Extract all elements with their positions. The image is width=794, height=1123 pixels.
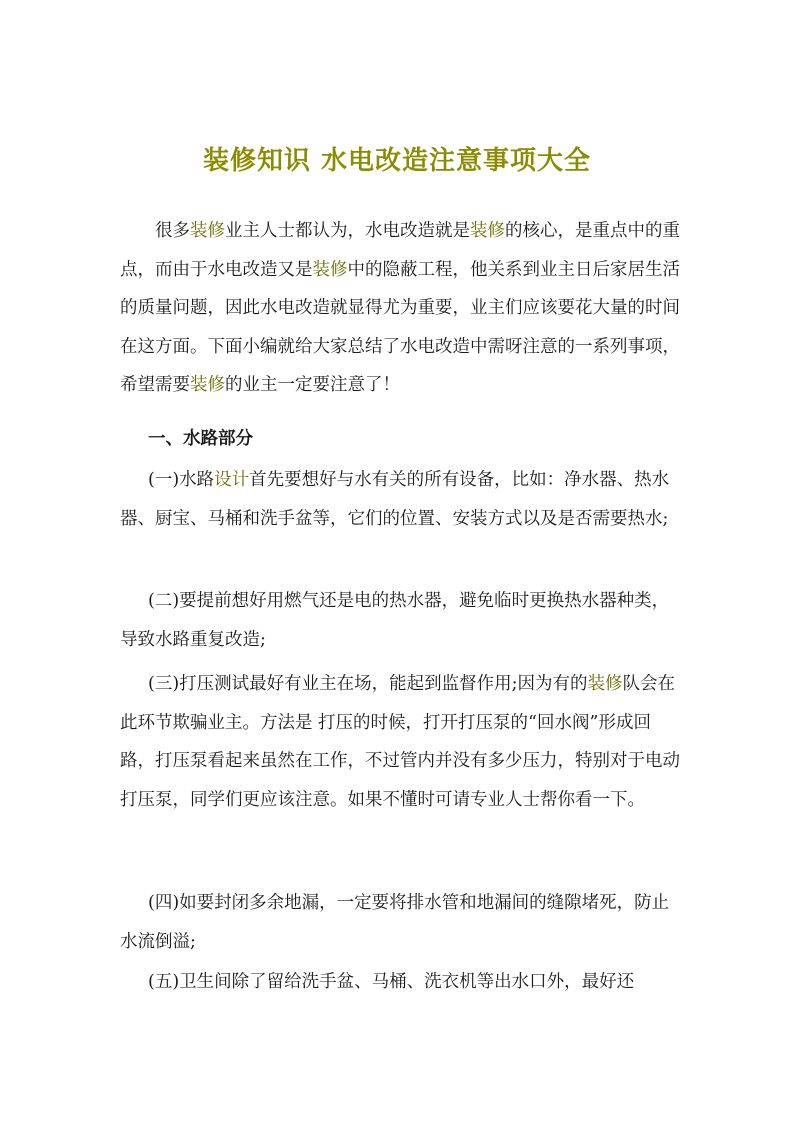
item-text: 队会在此环节欺骗业主。方法是 打压的时候，打开打压泵的“回水阀”形成回路，打压泵看起来虽然在工作，不过管内并没有多少压力，特别对于电动打压泵，同学们更应该注意。如果不懂时可请专业人士帮你看一下。 [120, 674, 680, 810]
item-text: 首先要想好与水有关的所有设备，比如：净水器、热水器、厨宝、马桶和洗手盆等，它们的位置、安装方式以及是否需要热水; [120, 470, 670, 529]
decoration-link[interactable]: 装修 [587, 674, 623, 694]
intro-text-1: 很多 [155, 221, 190, 241]
intro-text-2: 业主人士都认为，水电改造就是 [225, 221, 470, 241]
intro-paragraph [120, 212, 680, 405]
decoration-link[interactable]: 装修 [190, 221, 225, 241]
intro-text-3: 的核心，是重点中的重点，而由于水电改造又是 [120, 221, 680, 280]
list-item: (二)要提前想好用燃气还是电的热水器，避免临时更换热水器种类，导致水路重复改造; [120, 591, 670, 650]
list-item [120, 665, 680, 819]
decoration-link[interactable]: 装修 [470, 221, 505, 241]
list-item [120, 461, 680, 538]
list-item: (四)如要封闭多余地漏，一定要将排水管和地漏间的缝隙堵死，防止水流倒溢; [120, 893, 670, 952]
section-heading-water: 一、水路部分 [148, 429, 253, 449]
intro-text-4: 中的隐蔽工程，他关系到业主日后家居生活的质量问题，因此水电改造就显得尤为重要，业主们应该要花大量的时间在这方面。下面小编就给大家总结了水电改造中需呀注意的一系列事项，希望需要 [120, 259, 680, 395]
decoration-link[interactable]: 装修 [312, 259, 348, 280]
intro-text-5: 的业主一定要注意了！ [225, 375, 400, 395]
design-link[interactable]: 设计 [214, 470, 250, 490]
decoration-link[interactable]: 装修 [190, 375, 225, 395]
item-text: (一)水路 [148, 470, 215, 490]
item-text: (三)打压测试最好有业主在场，能起到监督作用;因为有的 [148, 674, 588, 694]
list-item: (五)卫生间除了留给洗手盆、马桶、洗衣机等出水口外，最好还 [148, 972, 635, 992]
page-title: 装修知识 水电改造注意事项大全 [202, 146, 592, 176]
